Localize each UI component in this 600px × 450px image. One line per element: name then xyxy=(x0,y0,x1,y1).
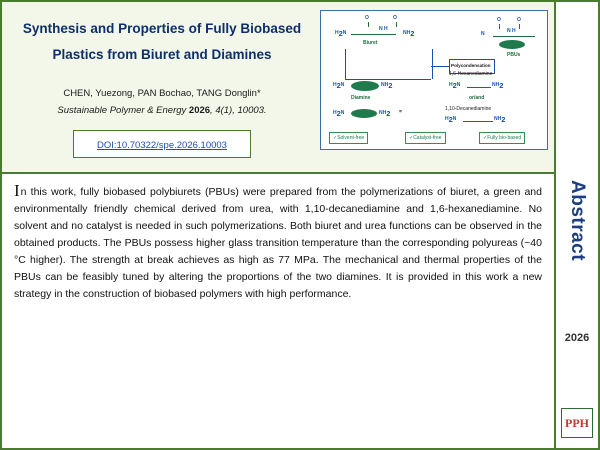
monomer-2-label: 1,10-Decanediamine xyxy=(445,106,492,112)
graphic-diamine-label: Diamine xyxy=(351,95,371,101)
right-rail xyxy=(554,2,598,448)
bond-7 xyxy=(467,87,491,88)
graphic-o-4: O xyxy=(517,17,521,23)
abstract-text: n this work, fully biobased polybiurets (PBUs) were prepared from the polymerizations of biuret, a green and environmentally friendly chemical derived from urea, with 1,10-decanediamine and 1,6-hexanediamine. No solvent and no catalyst is needed in such polymerizations. Both biuret and urea functions can be observed in the obtained products. The PBUs possess higher glass transition temperature than the corresponding polyureas (~40 °C higher). The strength at break achieves as high as 77 MPa. The mechanical and thermal properties of the PBUs can be feasibly tuned by altering the proportions of the two diamines. It is provided in this work a new strategy in the construction of biobased polymers with high performance. xyxy=(14,186,542,300)
bond-5 xyxy=(519,24,520,29)
bond-1 xyxy=(368,22,369,27)
graphic-o-3: O xyxy=(497,17,501,23)
bond-4 xyxy=(499,24,500,29)
header-band xyxy=(2,2,556,174)
title-column xyxy=(12,16,312,158)
tag-solvent-free: ✓Solvent-free xyxy=(329,132,368,144)
rail-section-label: Abstract xyxy=(567,180,588,262)
graphic-atom-o-1: O xyxy=(365,15,369,21)
graphic-nh2-2: NH2 xyxy=(381,81,393,90)
diamine-oval xyxy=(351,81,379,91)
abstract-dropcap: I xyxy=(14,181,20,200)
graphic-h2n-1: H2N xyxy=(335,29,347,38)
graphic-n-2: N H xyxy=(507,28,516,34)
tag-fully-bio-based: ✓Fully bio-based xyxy=(479,132,525,144)
page-title xyxy=(12,16,312,67)
publisher-logo xyxy=(561,408,593,438)
graphic-nh2-5: NH2 xyxy=(494,115,506,124)
graphic-h2n-5: H2N xyxy=(445,115,457,124)
title-line-1: Synthesis and Properties of Fully Biobased xyxy=(22,21,302,36)
graphic-equals: = xyxy=(399,109,402,115)
journal-name: Sustainable Polymer & Energy xyxy=(57,105,187,117)
authors: CHEN, Yuezong, PAN Bochao, TANG Donglin* xyxy=(63,88,261,100)
graphic-nh2-1: NH2 xyxy=(403,29,415,38)
graphical-abstract xyxy=(320,10,548,150)
diamine-oval-2 xyxy=(351,109,377,118)
graphic-atom-n-1: N H xyxy=(379,26,388,32)
graphic-h2n-2: H2N xyxy=(333,81,345,90)
title-line-2: Plastics from Biuret and Diamines xyxy=(52,46,272,62)
publisher-logo-text: PPH xyxy=(565,416,589,430)
bond-2 xyxy=(396,22,397,27)
doi-link[interactable]: DOI:10.70322/spe.2026.10003 xyxy=(97,140,227,152)
bond-6 xyxy=(493,36,535,37)
doi-box[interactable] xyxy=(73,130,251,158)
journal-citation xyxy=(12,105,312,116)
tag-catalyst-free: ✓Catalyst-free xyxy=(405,132,446,144)
graphic-h2n-4: H2N xyxy=(449,81,461,90)
monomer-1-label: 1,6-Hexanediamine xyxy=(449,71,493,77)
graphic-biuret-label: Biuret xyxy=(363,40,378,46)
graphic-nh2-4: NH2 xyxy=(492,81,504,90)
bracket-bottom xyxy=(345,79,431,80)
bond-3 xyxy=(351,34,396,35)
graphic-atom-o-2: O xyxy=(393,15,397,21)
graphic-nh2-3: NH2 xyxy=(379,109,391,118)
product-oval xyxy=(499,40,525,49)
graphic-h2n-3: H2N xyxy=(333,109,345,118)
bond-8 xyxy=(463,121,493,122)
journal-rest: , 4(1), 10003. xyxy=(210,105,267,117)
reaction-label: Polycondensation xyxy=(451,63,491,68)
journal-year: 2026 xyxy=(188,105,211,117)
abstract-body xyxy=(14,181,542,303)
graphic-n-3: N xyxy=(481,31,485,37)
bracket-1 xyxy=(345,49,433,79)
rail-year: 2026 xyxy=(564,332,590,344)
graphic-connector: or/and xyxy=(469,95,485,101)
graphic-pbus-label: PBUs xyxy=(507,52,521,58)
